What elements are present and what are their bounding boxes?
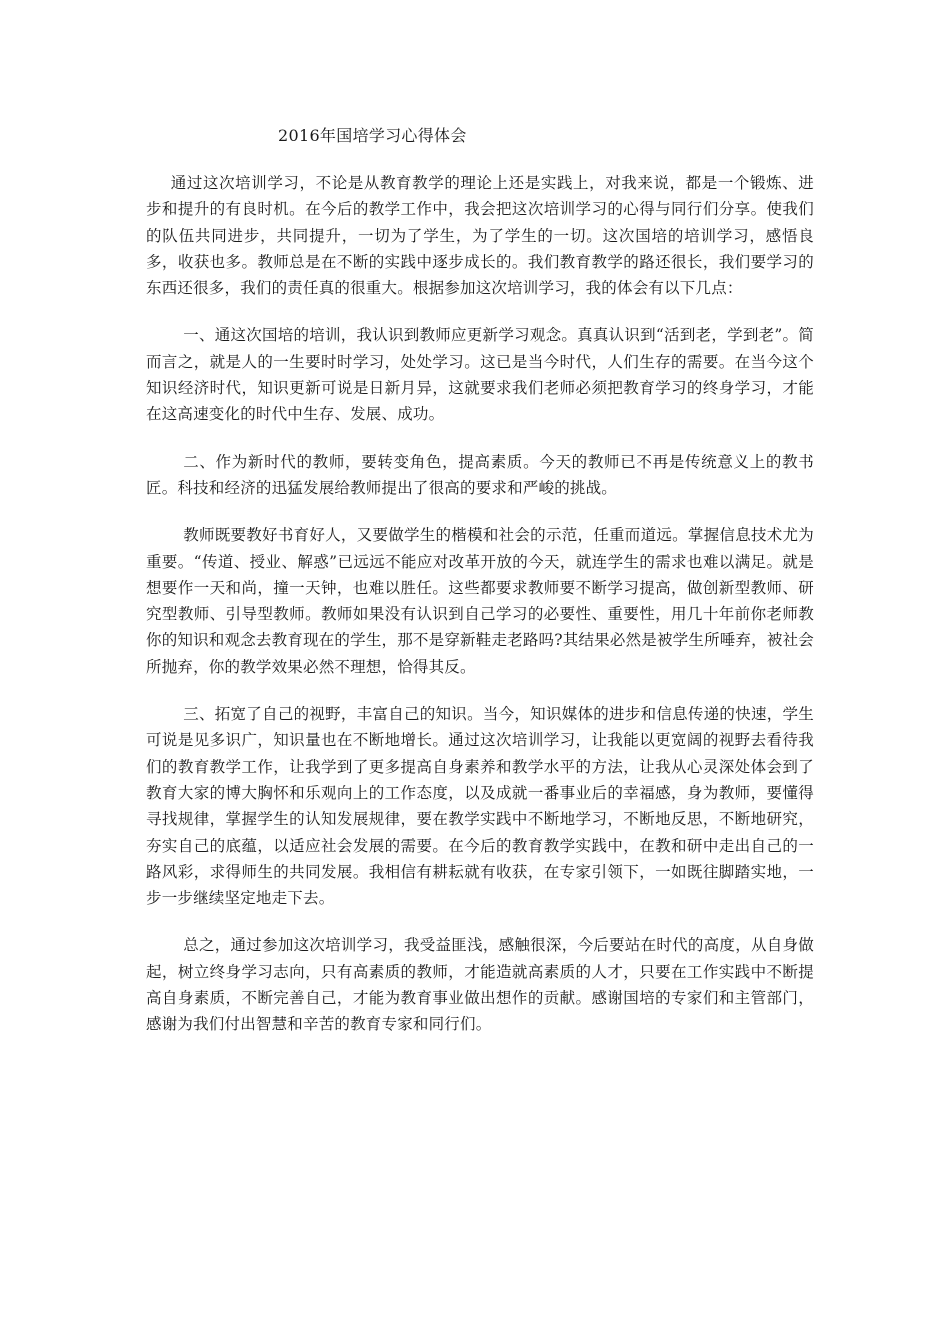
paragraph-point-three: 三、拓宽了自己的视野，丰富自己的知识。当今，知识媒体的进步和信息传递的快速，学生可说是见多识广，知识量也在不断地增长。通过这次培训学习，让我能以更宽阔的视野去看待我们的教育教学工作，让我学到了更多提高自身素养和教学水平的方法，让我从心灵深处体会到了教育大家的博大胸怀和乐观向上的工作态度，以及成就一番事业后的幸福感，身为教师，要懂得寻找规律，掌握学生的认知发展规律，要在教学实践中不断地学习，不断地反思，不断地研究，夯实自己的底蕴，以适应社会发展的需要。在今后的教育教学实践中，在教和研中走出自己的一路风彩，求得师生的共同发展。我相信有耕耘就有收获，在专家引领下，一如既往脚踏实地，一步一步继续坚定地走下去。 (146, 705, 814, 908)
paragraph-conclusion: 总之，通过参加这次培训学习，我受益匪浅，感触很深，今后要站在时代的高度，从自身做起，树立终身学习志向，只有高素质的教师，才能造就高素质的人才，只要在工作实践中不断提高自身素质，不断完善自己，才能为教育事业做出想作的贡献。感谢国培的专家们和主管部门，感谢为我们付出智慧和辛苦的教育专家和同行们。 (146, 936, 814, 1034)
document-title: 2016年国培学习心得体会 (278, 126, 467, 145)
paragraph-point-one: 一、通这次国培的培训，我认识到教师应更新学习观念。真真认识到“活到老，学到老”。简而言之，就是人的一生要时时学习，处处学习。这已是当今时代，人们生存的需要。在当今这个知识经济时代，知识更新可说是日新月异，这就要求我们老师必须把教育学习的终身学习，才能在这高速变化的时代中生存、发展、成功。 (146, 326, 814, 424)
paragraph-intro: 通过这次培训学习，不论是从教育教学的理论上还是实践上，对我来说，都是一个锻炼、进步和提升的有良时机。在今后的教学工作中，我会把这次培训学习的心得与同行们分享。使我们的队伍共同进步，共同提升，一切为了学生，为了学生的一切。这次国培的培训学习，感悟良多，收获也多。教师总是在不断的实践中逐步成长的。我们教育教学的路还很长，我们要学习的东西还很多，我们的责任真的很重大。根据参加这次培训学习，我的体会有以下几点： (146, 174, 814, 298)
paragraph-point-two: 二、作为新时代的教师，要转变角色，提高素质。今天的教师已不再是传统意义上的教书匠。科技和经济的迅猛发展给教师提出了很高的要求和严峻的挑战。 (146, 452, 814, 497)
document-body (146, 170, 814, 1059)
paragraph-point-two-detail: 教师既要教好书育好人，又要做学生的楷模和社会的示范，任重而道远。掌握信息技术尤为重要。“传道、授业、解惑”已远远不能应对改革开放的今天，就连学生的需求也难以满足。就是想要作一天和尚，撞一天钟，也难以胜任。这些都要求教师要不断学习提高，做创新型教师、研究型教师、引导型教师。教师如果没有认识到自己学习的必要性、重要性，用几十年前你老师教你的知识和观念去教育现在的学生，那不是穿新鞋走老路吗?其结果必然是被学生所唾弃，被社会所抛弃，你的教学效果必然不理想，恰得其反。 (146, 526, 814, 676)
